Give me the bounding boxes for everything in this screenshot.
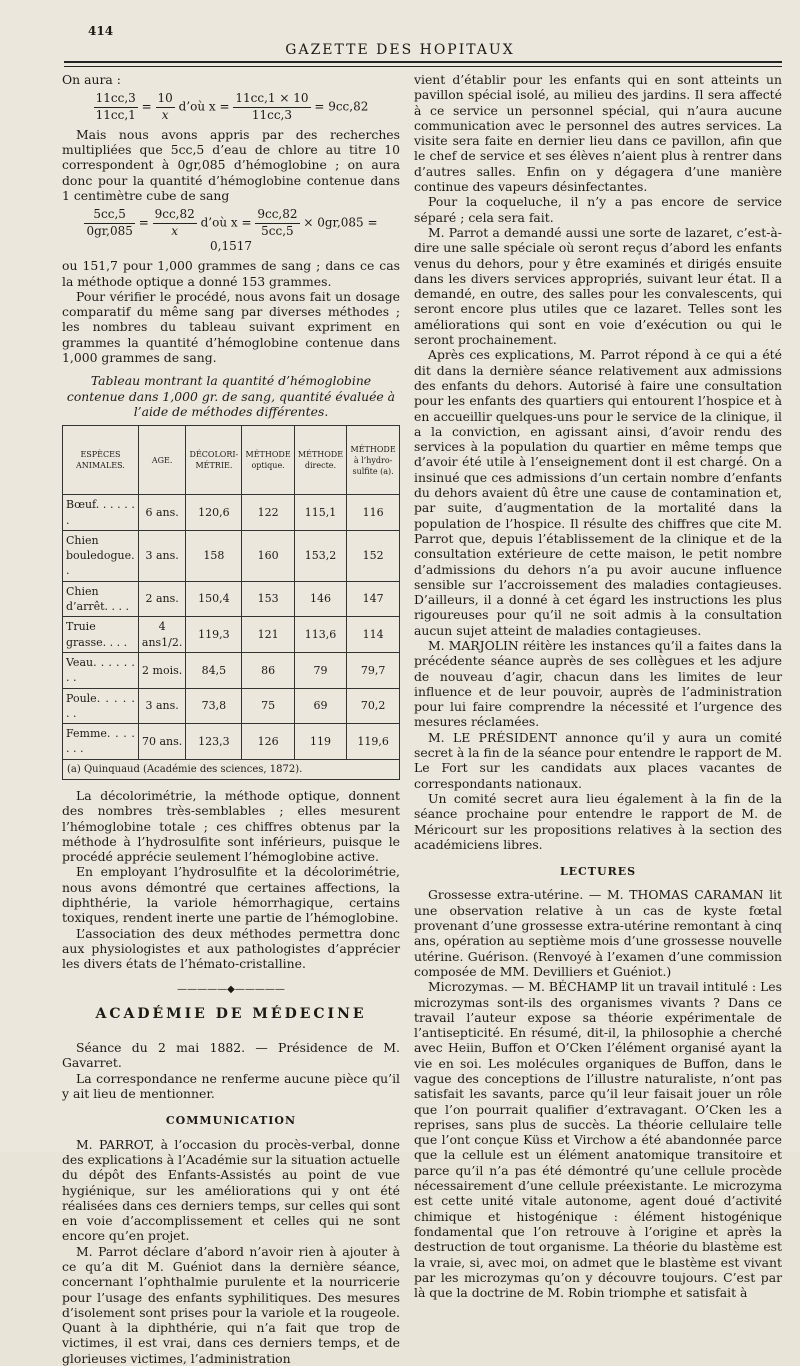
table-cell: 115,1 (294, 495, 346, 531)
table-cell: 153,2 (294, 530, 346, 581)
table-row (63, 688, 400, 724)
table-cell: 126 (242, 724, 294, 760)
section-separator: —————◆————— (177, 983, 285, 995)
table-cell: 75 (242, 688, 294, 724)
eq1-c-den: 11cc,3 (251, 107, 293, 122)
eq1-b-num: 10 (156, 91, 175, 107)
table-cell: 73,8 (186, 688, 242, 724)
column-header: ESPÈCES ANIMALES. (63, 426, 139, 495)
paragraph: Grossesse extra-utérine. — M. THOMAS CARAMAN lit une observation relative à un cas de kyste fœtal provenant d’une grossesse extra-utérine remontant à cinq ans, opération au septième mois d’une grossesse nouvelle utérine. Guérison. (Renvoyé à l’examen d’une commission composée de MM. Devilliers et Guéniot.) (414, 887, 782, 979)
table-cell: 123,3 (186, 724, 242, 760)
table-header-row (63, 426, 400, 495)
table-cell: 116 (347, 495, 400, 531)
table-footnote: (a) Quinquaud (Académie des sciences, 1872). (63, 759, 400, 779)
eq2-a-num: 5cc,5 (84, 207, 134, 223)
table-cell: 119 (294, 724, 346, 760)
paragraph: L’association des deux méthodes permettra donc aux physiologistes et aux pathologistes d’apprécier les divers états de l’hémato-cristalline. (62, 925, 400, 972)
table-row (63, 495, 400, 531)
table-cell: 2 mois. (138, 652, 186, 688)
table-cell: 146 (294, 581, 346, 617)
eq1-equals: = (141, 99, 152, 114)
paragraph: M. PARROT, à l’occasion du procès-verbal, donne des explications à l’Académie sur la situation actuelle du dépôt des Enfants-Assistés au point de vue hygiénique, sur les améliorations qui y ont été réalisées dans ces derniers temps, sur celles qui sont en voie d’accomplissement et celles qui ne sont encore qu’en projet. (62, 1136, 400, 1244)
eq2-result: × 0gr,085 = 0,1517 (210, 215, 378, 253)
eq1-a-num: 11cc,3 (94, 91, 138, 107)
table-cell: 3 ans. (138, 530, 186, 581)
table-cell: 4 ans1/2. (138, 617, 186, 653)
table-cell: 6 ans. (138, 495, 186, 531)
table-cell: 120,6 (186, 495, 242, 531)
eq2-equals: = (138, 215, 149, 230)
column-header: MÉTHODE optique. (242, 426, 294, 495)
column-header: MÉTHODE à l’hydro-sulfite (a). (347, 426, 400, 495)
table-cell: 119,6 (347, 724, 400, 760)
table-cell: 122 (242, 495, 294, 531)
table-cell: 158 (186, 530, 242, 581)
table-note-row (63, 759, 400, 779)
table-cell: 86 (242, 652, 294, 688)
header-rule-thick (64, 61, 782, 63)
table-cell: Poule. . . . . . . (63, 688, 139, 724)
eq2-b-den: x (171, 223, 179, 238)
seance-line: Séance du 2 mai 1882. — Présidence de M. Gavarret. (62, 1040, 400, 1071)
paragraph: M. Parrot a demandé aussi une sorte de lazaret, c’est-à-dire une salle spéciale où seront reçus d’abord les enfants venus du dehors, pour y être examinés et dirigés ensuite dans les divers services appropriés, suivant leur état. Il a demandé, en outre, des salles pour les convalescents, qui seront encore plus utiles que ce lazaret. Telles sont les améliorations qui sont en voie d’exécution ou qui le seront prochainement. (414, 224, 782, 348)
equation-2 (62, 207, 400, 254)
eq1-a-den: 11cc,1 (95, 107, 136, 122)
table-cell: Chien bouledogue. . (63, 530, 139, 581)
paragraph: ou 151,7 pour 1,000 grammes de sang ; dans ce cas la méthode optique a donné 153 grammes. (62, 258, 400, 289)
subsection-heading: COMMUNICATION (165, 1114, 297, 1128)
eq2-a-den: 0gr,085 (86, 223, 133, 238)
table-cell: 113,6 (294, 617, 346, 653)
hemoglobin-table (62, 425, 400, 780)
paragraph: La décolorimétrie, la méthode optique, donnent des nombres très-semblables ; elles mesurent l’hémoglobine totale ; ces chiffres obtenus par la méthode à l’hydrosulfite sont inférieurs, puisque le procédé apprécie seulement l’hémoglobine active. (62, 787, 400, 865)
paragraph: M. LE PRÉSIDENT annonce qu’il y aura un comité secret à la fin de la séance pour entendre le rapport de M. Le Fort sur les candidats aux places vacantes de correspondants nationaux. (414, 729, 782, 791)
running-title: GAZETTE DES HOPITAUX (285, 42, 515, 58)
eq1-c-num: 11cc,1 × 10 (233, 91, 310, 107)
left-column (62, 72, 400, 1366)
column-header: DÉCOLORI-MÉTRIE. (186, 426, 242, 495)
table-cell: 150,4 (186, 581, 242, 617)
table-row (63, 530, 400, 581)
paragraph: La correspondance ne renferme aucune pièce qu’il y ait lieu de mentionner. (62, 1070, 400, 1102)
table-cell: 79 (294, 652, 346, 688)
table-cell: Femme. . . . . . . (63, 724, 139, 760)
paragraph: Pour la coqueluche, il n’y a pas encore de service séparé ; cela sera fait. (414, 194, 782, 225)
column-header: AGE. (138, 426, 186, 495)
table-cell: Chien d’arrêt. . . . (63, 581, 139, 617)
eq2-c-num: 9cc,82 (255, 207, 299, 223)
table-cell: 84,5 (186, 652, 242, 688)
table-cell: 119,3 (186, 617, 242, 653)
paragraph: Pour vérifier le procédé, nous avons fait un dosage comparatif du même sang par diverses méthodes ; les nombres du tableau suivant expriment en grammes la quantité d’hémoglobine contenue dans 1,000 grammes de sang. (62, 288, 400, 366)
table-cell: 152 (347, 530, 400, 581)
right-column (414, 72, 782, 1300)
header-rule-thin (64, 66, 782, 67)
table-cell: 70 ans. (138, 724, 186, 760)
equation-1 (62, 91, 400, 123)
paragraph: Microzymas. — M. BÉCHAMP lit un travail intitulé : Les microzymas sont-ils des organismes vivants ? Dans ce travail l’auteur expose sa théorie expérimentale de l’antisepticité. En résumé, dit-il, la philosophie a cherché avec Heiin, Buffon et O’Cken l’élément organisé ayant la vie en soi. Les molécules organiques de Buffon, dans le vague des conceptions de l’illustre naturaliste, n’ont pas satisfait les savants, parce qu’il leur faisait jouer un rôle que l’on pourrait qualifier d’extravagant. O’Cken les a reprises, sans plus de succès. La théorie cellulaire telle que l’ont conçue Küss et Virchow a été abandonnée parce que la cellule est un élément anatomique transitoire et parce qu’il n’a pas été démontré qu’une cellule procède nécessairement d’une cellule préexistante. Le microzyma est cette unité vitale autonome, agent doué d’activité chimique et histogénique : élément histogénique fondamental que l’on retrouve à l’origine et après la destruction de tout organisme. La théorie du blastème est la vraie, si, avec moi, on admet que le blastème est vivant par les microzymas qu’on y découvre toujours. C’est par là que la doctrine de M. Robin triomphe et satisfait à (414, 979, 782, 1301)
paragraph: Après ces explications, M. Parrot répond à ce qui a été dit dans la dernière séance relativement aux admissions des enfants du dehors. Autorisé à faire une consultation pour les enfants des quartiers qui entourent l’hospice et à en accueillir quelques-uns pour le service de la clinique, il a la conviction, en agissant ainsi, d’avoir rendu des services à la population du quartier en même temps que d’avoir été utile à l’enseignement dont il est chargé. On a insinué que ces admissions d’un certain nombre d’enfants du dehors avaient dû être une cause de contamination et, par suite, d’augmentation de la mortalité dans la population de l’hospice. Il résulte des chiffres que cite M. Parrot que, depuis l’établissement de la clinique et de la consultation extérieure de cette maison, le petit nombre d’admissions du dehors n’a pu avoir aucune influence sensible sur l’accroissement des maladies contagieuses. D’ailleurs, il a donné à cet égard les instructions les plus rigoureuses pour qu’il ne soit admis à la consultation aucun sujet atteint de maladies contagieuses. (414, 347, 782, 638)
table-row (63, 617, 400, 653)
eq1-result: = 9cc,82 (314, 99, 369, 114)
paragraph: M. Parrot déclare d’abord n’avoir rien à ajouter à ce qu’a dit M. Guéniot dans la dernière séance, concernant l’ophthalmie purulente et la nourricerie pour l’usage des enfants syphilitiques. Des mesures d’isolement sont prises pour la variole et la rougeole. Quant à la diphthérie, qui n’a fait que trop de victimes, il est vrai, dans ces derniers temps, et de glorieuses victimes, l’administration (62, 1243, 400, 1366)
eq2-b-num: 9cc,82 (153, 207, 197, 223)
page-number: 414 (88, 24, 114, 38)
eq1-mid: d’où x = (178, 99, 230, 114)
column-header: MÉTHODE directe. (294, 426, 346, 495)
section-heading: ACADÉMIE DE MÉDECINE (95, 1005, 367, 1022)
table-cell: 121 (242, 617, 294, 653)
table-caption: Tableau montrant la quantité d’hémoglobine contenue dans 1,000 gr. de sang, quantité évaluée à l’aide de méthodes différentes. (66, 373, 396, 419)
table-row (63, 581, 400, 617)
table-cell: 153 (242, 581, 294, 617)
table-cell: 70,2 (347, 688, 400, 724)
eq1-b-den: x (161, 107, 169, 122)
table-cell: 2 ans. (138, 581, 186, 617)
eq2-mid: d’où x = (200, 215, 252, 230)
table-cell: 69 (294, 688, 346, 724)
table-cell: 160 (242, 530, 294, 581)
on-aura-line: On aura : (62, 72, 121, 87)
table-row (63, 652, 400, 688)
table-cell: Veau. . . . . . . . (63, 652, 139, 688)
paragraph: vient d’établir pour les enfants qui en sont atteints un pavillon spécial isolé, au milieu des jardins. Il sera affecté à ce service un personnel spécial, qui n’aura aucune communication avec le personnel des autres services. La visite sera faite en dernier lieu dans ce pavillon, afin que le chef de service et ses élèves n’aient plus à rentrer dans d’autres salles. Enfin on y dégagera d’une manière continue des vapeurs désinfectantes. (414, 72, 782, 195)
table-cell: 147 (347, 581, 400, 617)
table-cell: Bœuf. . . . . . . (63, 495, 139, 531)
table-cell: 79,7 (347, 652, 400, 688)
eq2-c-den: 5cc,5 (261, 223, 294, 238)
table-cell: 114 (347, 617, 400, 653)
table-row (63, 724, 400, 760)
subsection-heading: LECTURES (559, 865, 637, 879)
paragraph: Un comité secret aura lieu également à la fin de la séance prochaine pour entendre le rapport de M. de Méricourt sur les propositions relatives à la section des académiciens libres. (414, 790, 782, 852)
table-cell: 3 ans. (138, 688, 186, 724)
paragraph: M. MARJOLIN réitère les instances qu’il a faites dans la précédente séance auprès de ses collègues et les adjure de nouveau d’agir, chacun dans les limites de leur influence et de leur pouvoir, auprès de l’administration pour lui faire comprendre la nécessité et l’urgence des mesures réclamées. (414, 637, 782, 730)
table-cell: Truie grasse. . . . (63, 617, 139, 653)
paragraph: En employant l’hydrosulfite et la décolorimétrie, nous avons démontré que certaines affections, la diphthérie, la variole hémorrhagique, certains toxiques, rendent inerte une partie de l’hémoglobine. (62, 864, 400, 926)
paragraph: Mais nous avons appris par des recherches multipliées que 5cc,5 d’eau de chlore au titre 10 correspondent à 0gr,085 d’hémoglobine ; on aura donc pour la quantité d’hémoglobine contenue dans 1 centimètre cube de sang (62, 126, 400, 204)
